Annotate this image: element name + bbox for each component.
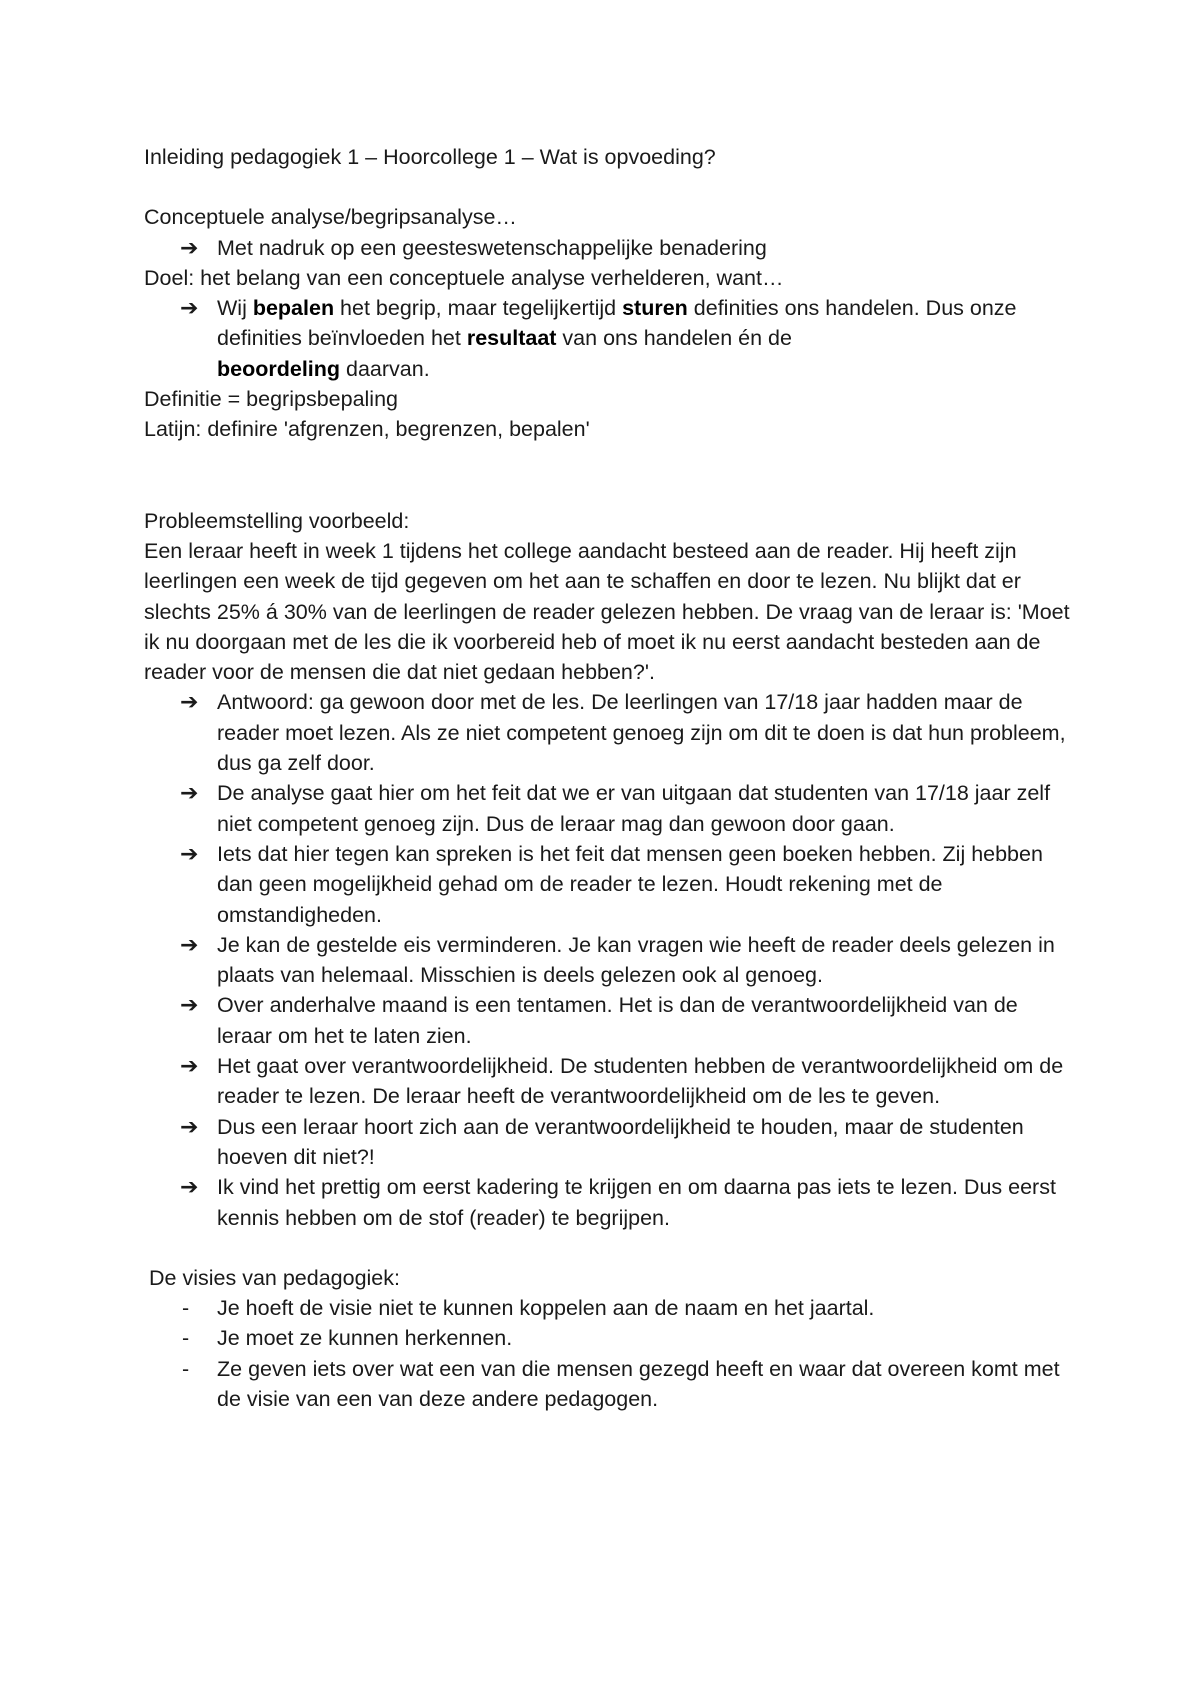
arrow-bullet-icon: ➔ bbox=[180, 1174, 199, 1200]
arrow-bullet-icon: ➔ bbox=[180, 1053, 199, 1079]
bold-term: beoordeling bbox=[217, 356, 341, 381]
section-heading-visies: De visies van pedagogiek: bbox=[149, 1265, 400, 1290]
bold-term: resultaat bbox=[466, 326, 557, 351]
arrow-bullet-icon: ➔ bbox=[180, 234, 199, 260]
dash-item-text: Je moet ze kunnen herkennen. bbox=[217, 1326, 513, 1351]
arrow-bullet-icon: ➔ bbox=[180, 780, 199, 806]
arrow-item bbox=[144, 1172, 1074, 1233]
arrow-bullet-icon: ➔ bbox=[180, 689, 199, 715]
arrow-item bbox=[144, 990, 1074, 1051]
arrow-bullet-icon: ➔ bbox=[180, 931, 199, 957]
arrow-item-text: Over anderhalve maand is een tentamen. Het is dan de verantwoordelijkheid van de leraar om het te laten zien. bbox=[217, 993, 1018, 1048]
arrow-item bbox=[144, 839, 1074, 930]
arrow-item bbox=[144, 293, 1074, 384]
arrow-item-text: Antwoord: ga gewoon door met de les. De leerlingen van 17/18 jaar hadden maar de reader moet lezen. Als ze niet competent genoeg zijn om dit te doen is dat hun probleem, dus ga zelf door. bbox=[217, 690, 1066, 776]
arrow-bullet-icon: ➔ bbox=[180, 295, 199, 321]
arrow-item-text: Je kan de gestelde eis verminderen. Je kan vragen wie heeft de reader deels gelezen in plaats van helemaal. Misschien is deels gelezen ook al genoeg. bbox=[217, 932, 1055, 988]
arrow-bullet-icon: ➔ bbox=[180, 1113, 199, 1139]
arrow-item bbox=[144, 930, 1074, 991]
arrow-item-text: Dus een leraar hoort zich aan de verantwoordelijkheid te houden, maar de studenten hoeven dit niet?! bbox=[217, 1114, 1024, 1169]
dash-bullet: - bbox=[182, 1296, 190, 1321]
dash-item-text: Je hoeft de visie niet te kunnen koppelen aan de naam en het jaartal. bbox=[217, 1296, 875, 1321]
section-heading-probleemstelling: Probleemstelling voorbeeld: bbox=[144, 508, 410, 533]
document-title: Inleiding pedagogiek 1 – Hoorcollege 1 – Wat is opvoeding? bbox=[144, 145, 716, 169]
section-heading-analyse: Conceptuele analyse/begripsanalyse… bbox=[144, 205, 517, 230]
probleemstelling-paragraph: Een leraar heeft in week 1 tijdens het college aandacht besteed aan de reader. Hij heeft zijn leerlingen een week de tijd gegeven om het aan te schaffen en door te lezen. Nu blijkt dat er slechts 25% á 30% van de leerlingen de reader gelezen hebben. De vraag van de leraar is: 'Moet ik nu doorgaan met de les die ik voorbereid heb of moet ik nu eerst aandacht besteden aan de reader voor de mensen die dat niet gedaan hebben?'. bbox=[144, 538, 1070, 685]
arrow-item-text: De analyse gaat hier om het feit dat we er van uitgaan dat studenten van 17/18 jaar zelf niet competent genoeg zijn. Dus de leraar mag dan gewoon door gaan. bbox=[217, 781, 1051, 836]
dash-item-text: Ze geven iets over wat een van die mensen gezegd heeft en waar dat overeen komt met de visie van een van deze andere pedagogen. bbox=[217, 1356, 1060, 1411]
arrow-item-text: Wij bepalen het begrip, maar tegelijkertijd sturen definities ons handelen. Dus onze definities beïnvloeden het resultaat van ons handelen én de beoordeling daarvan. bbox=[217, 296, 1017, 381]
arrow-item-text: Het gaat over verantwoordelijkheid. De studenten hebben de verantwoordelijkheid om de reader te lezen. De leraar heeft de verantwoordelijkheid om de les te geven. bbox=[217, 1054, 1064, 1109]
arrow-bullet-icon: ➔ bbox=[180, 840, 199, 866]
arrow-item bbox=[144, 778, 1074, 839]
arrow-item-text: Ik vind het prettig om eerst kadering te krijgen en om daarna pas iets te lezen. Dus eerst kennis hebben om de stof (reader) te begrijpen. bbox=[217, 1175, 1056, 1230]
latijn-line: Latijn: definire 'afgrenzen, begrenzen, bepalen' bbox=[144, 417, 590, 442]
arrow-item-text: Iets dat hier tegen kan spreken is het feit dat mensen geen boeken hebben. Zij hebben dan geen mogelijkheid gehad om de reader te lezen. Houdt rekening met de omstandigheden. bbox=[217, 841, 1043, 927]
probleemstelling-list bbox=[144, 687, 1074, 1232]
arrow-item bbox=[144, 233, 1074, 263]
arrow-item-text: Met nadruk op een geesteswetenschappelijke benadering bbox=[217, 235, 767, 260]
dash-item bbox=[144, 1293, 1074, 1323]
dash-bullet: - bbox=[182, 1326, 190, 1351]
document-page bbox=[144, 142, 1074, 1414]
doel-line: Doel: het belang van een conceptuele analyse verhelderen, want… bbox=[144, 265, 784, 290]
dash-item bbox=[144, 1354, 1074, 1415]
visies-list bbox=[144, 1293, 1074, 1414]
definitie-line: Definitie = begripsbepaling bbox=[144, 387, 398, 412]
arrow-bullet-icon: ➔ bbox=[180, 992, 199, 1018]
dash-item bbox=[144, 1323, 1074, 1353]
dash-bullet: - bbox=[182, 1356, 190, 1381]
bold-term: sturen bbox=[622, 296, 688, 321]
arrow-item bbox=[144, 687, 1074, 778]
arrow-item bbox=[144, 1112, 1074, 1173]
bold-term: bepalen bbox=[252, 296, 335, 321]
arrow-item bbox=[144, 1051, 1074, 1112]
